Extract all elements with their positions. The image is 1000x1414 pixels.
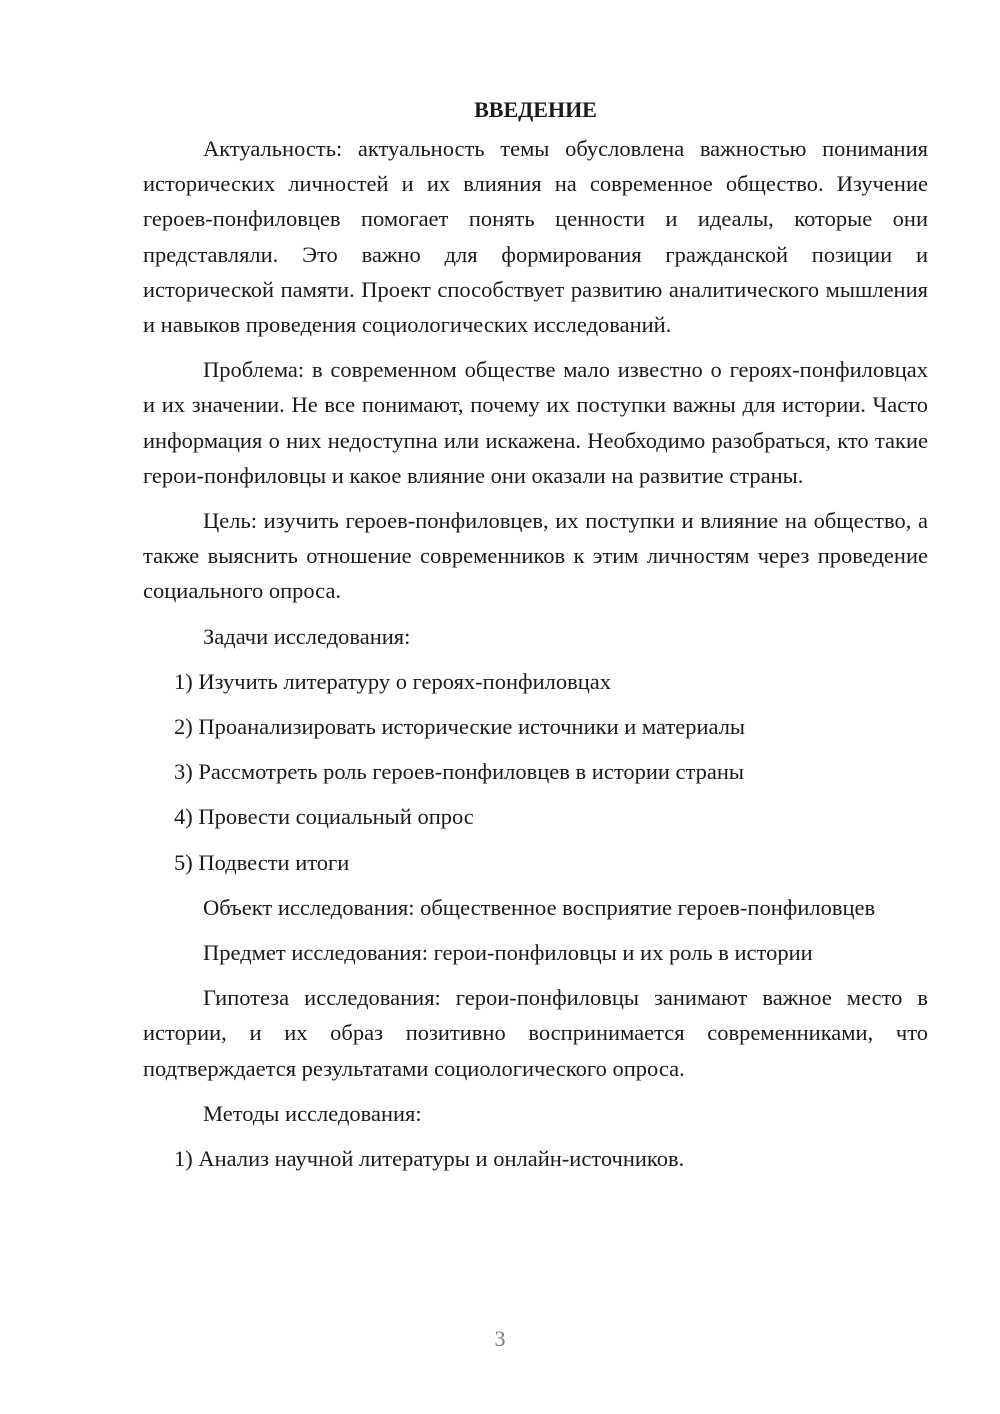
subject-paragraph: Предмет исследования: герои-понфиловцы и их роль в истории (203, 940, 813, 966)
methods-list (143, 1141, 928, 1176)
document-page (143, 92, 928, 1186)
list-item: 1) Анализ научной литературы и онлайн-источников. (174, 1146, 685, 1172)
problem-paragraph: Проблема: в современном обществе мало известно о героях-понфиловцах и их значении. Не все понимают, почему их поступки важны для истории. Часто информация о них недоступна или искажена. Необходимо разобраться, кто такие герои-понфиловцы и какое влияние они оказали на развитие страны. (143, 357, 928, 488)
list-item: 4) Провести социальный опрос (174, 804, 474, 830)
list-item: 5) Подвести итоги (174, 849, 350, 875)
relevance-paragraph: Актуальность: актуальность темы обусловлена важностью понимания исторических личностей и их влияния на современное общество. Изучение героев-понфиловцев помогает понять ценности и идеалы, которые они представляли. Это важно для формирования гражданской позиции и исторической памяти. Проект способствует развитию аналитического мышления и навыков проведения социологических исследований. (143, 136, 928, 338)
list-item: 3) Рассмотреть роль героев-понфиловцев в истории страны (174, 759, 745, 785)
list-item: 2) Проанализировать исторические источники и материалы (174, 714, 746, 740)
goal-paragraph: Цель: изучить героев-понфиловцев, их поступки и влияние на общество, а также выяснить отношение современников к этим личностям через проведение социального опроса. (143, 508, 928, 604)
section-title: ВВЕДЕНИЕ (474, 97, 597, 122)
object-paragraph: Объект исследования: общественное восприятие героев-понфиловцев (203, 894, 876, 920)
page-number: 3 (494, 1326, 506, 1351)
tasks-heading: Задачи исследования: (203, 623, 411, 649)
tasks-list (143, 664, 928, 880)
list-item: 1) Изучить литературу о героях-понфиловцах (174, 668, 612, 694)
methods-heading: Методы исследования: (203, 1100, 422, 1126)
hypothesis-paragraph: Гипотеза исследования: герои-понфиловцы занимают важное место в истории, и их образ позитивно воспринимается современниками, что подтверждается результатами социологического опроса. (143, 985, 928, 1081)
